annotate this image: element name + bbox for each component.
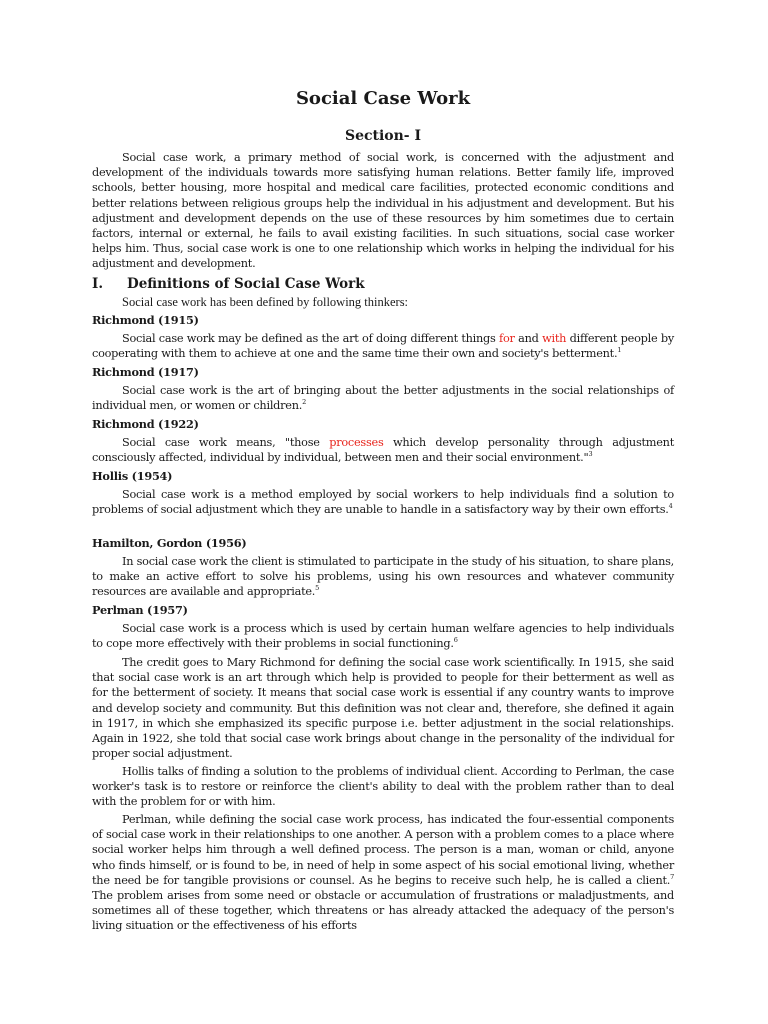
paragraph-credit: The credit goes to Mary Richmond for defining the social case work scientifically. In 1915, she said that social case work is an art through which help is provided to people for their betterment as well as for the betterment of society. It means that social case work is essential if any country wants to improve and develop society and community. But this definition was not clear and, therefore, she defined it again in 1917, in which she emphasized its specific purpose i.e. better adjustment in the social relationships. Again in 1922, she told that social case work brings about change in the personality of the individual for proper social adjustment. [92, 656, 674, 761]
author-perlman-1957: Perlman (1957) [92, 603, 188, 617]
paragraph-text: The problem arises from some need or obstacle or accumulation of frustrations or maladjustments, and sometimes all of these together, which threatens or has already attacked the adequacy of the person's living situation or the effectiveness of his efforts [92, 889, 674, 933]
definition-text: Social case work means, "those [122, 436, 330, 449]
definition-hamilton-1956 [92, 554, 674, 600]
definition-text: Social case work is a process which is used by certain human welfare agencies to help individuals to cope more effectively with their problems in social functioning. [92, 622, 674, 651]
footnote-ref: 3 [588, 450, 593, 459]
footnote-ref: 7 [670, 873, 674, 882]
footnote-ref: 1 [617, 346, 622, 355]
definitions-heading [92, 276, 674, 292]
author-richmond-1922: Richmond (1922) [92, 417, 199, 431]
definition-text: Social case work is the art of bringing about the better adjustments in the social relationships of individual men, or women or children. [92, 384, 674, 413]
definition-text: which develop personality through adjustment consciously affected, individual by individual, between men and their social environment." [92, 436, 674, 465]
highlight-processes: processes [329, 436, 384, 449]
definition-text: Social case work may be defined as the art of doing different things [122, 332, 500, 345]
footnote-ref: 5 [315, 584, 320, 593]
page-title: Social Case Work [295, 88, 471, 109]
definition-hollis-1954 [92, 487, 674, 517]
definition-richmond-1917 [92, 383, 674, 413]
document-page [92, 0, 674, 1024]
author-hamilton-1956: Hamilton, Gordon (1956) [92, 536, 247, 550]
footnote-ref: 6 [453, 636, 458, 645]
paragraph-hollis: Hollis talks of finding a solution to the problems of individual client. According to Perlman, the case worker's task is to restore or reinforce the client's ability to deal with the problem rather than to deal with the problem for or with him. [92, 765, 674, 809]
paragraph-text: Perlman, while defining the social case work process, has indicated the four-essential components of social case work in their relationships to one another. A person with a problem comes to a place where social worker helps him through a well defined process. The person is a man, woman or child, anyone who finds himself, or is found to be, in need of help in some aspect of his social emotional living, whether the need be for tangible provisions or counsel. As he begins to receive such help, he is called a client. [92, 813, 674, 887]
paragraph-perlman [92, 812, 674, 934]
footnote-ref: 4 [668, 502, 673, 511]
definition-richmond-1915 [92, 331, 674, 361]
definition-richmond-1922 [92, 435, 674, 465]
definition-text: In social case work the client is stimulated to participate in the study of his situation, to share plans, to make an active effort to solve his problems, using his own resources and whatever community resources are available and appropriate. [92, 555, 674, 599]
heading-text: Definitions of Social Case Work [127, 276, 365, 292]
highlight-for: for [499, 332, 515, 345]
footnote-ref: 2 [302, 398, 307, 407]
definitions-intro: Social case work has been defined by following thinkers: [122, 295, 409, 309]
author-richmond-1915: Richmond (1915) [92, 313, 199, 327]
author-richmond-1917: Richmond (1917) [92, 365, 199, 379]
definition-perlman-1957 [92, 621, 674, 651]
author-hollis-1954: Hollis (1954) [92, 469, 173, 483]
highlight-with: with [542, 332, 567, 345]
heading-number: I. [92, 276, 104, 292]
section-heading: Section- I [344, 128, 422, 144]
definition-text: and [514, 332, 543, 345]
definition-text: different people by cooperating with them to achieve at one and the same time their own and society's betterment. [92, 332, 674, 361]
definition-text: Social case work is a method employed by social workers to help individuals find a solution to problems of social adjustment which they are unable to handle in a satisfactory way by their own efforts. [92, 488, 674, 517]
intro-paragraph: Social case work, a primary method of social work, is concerned with the adjustment and development of the individuals towards more satisfying human relations. Better family life, improved schools, better housing, more hospital and medical care facilities, protected economic conditions and better relations between religious groups help the individual in his adjustment and development. But his adjustment and development depends on the use of these resources by him sometimes due to certain factors, internal or external, he fails to avail existing facilities. In such situations, social case worker helps him. Thus, social case work is one to one relationship which works in helping the individual for his adjustment and development. [92, 151, 674, 271]
